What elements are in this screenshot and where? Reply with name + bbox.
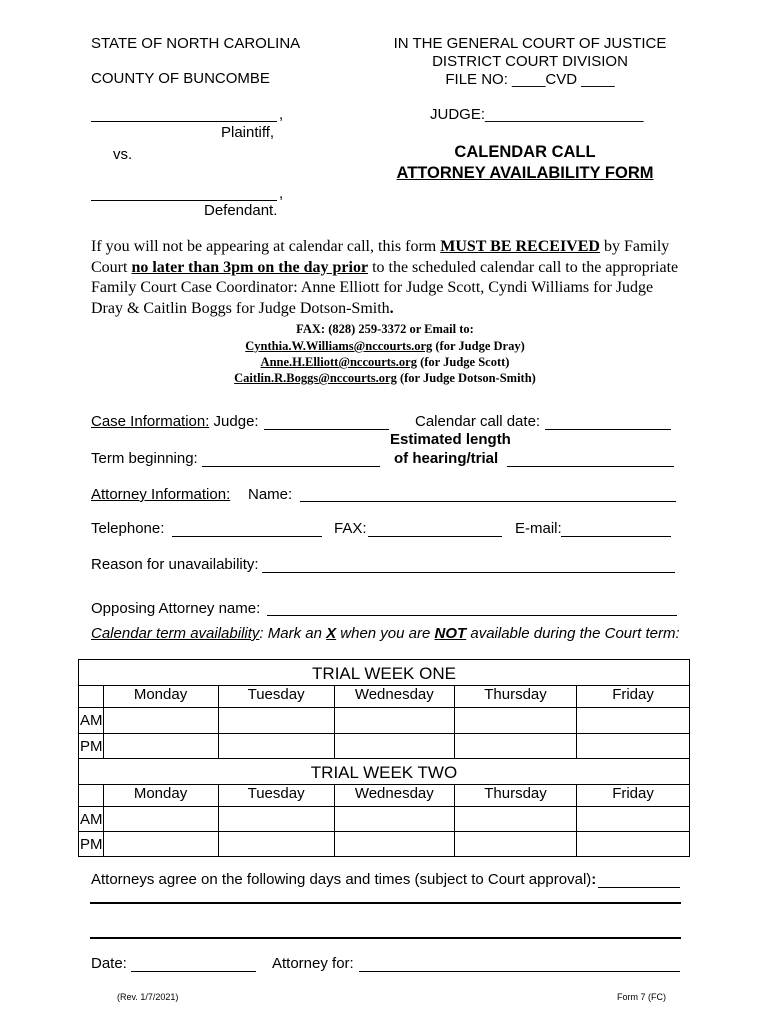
week-two-am-wednesday[interactable] bbox=[334, 807, 454, 832]
defendant-label: Defendant. bbox=[204, 202, 278, 219]
case-judge-label: Judge: bbox=[209, 413, 259, 430]
email-line-3 bbox=[185, 371, 585, 386]
email-link-scott[interactable]: Anne.H.Elliott@nccourts.org bbox=[260, 355, 417, 369]
fax-number-line[interactable] bbox=[368, 536, 502, 537]
instructions-paragraph bbox=[91, 237, 686, 319]
week-two-am-friday[interactable] bbox=[577, 807, 690, 832]
form-title-line2: ATTORNEY AVAILABILITY FORM bbox=[396, 164, 654, 182]
vs-label: vs. bbox=[113, 146, 133, 163]
week-one-am-monday[interactable] bbox=[103, 708, 218, 734]
week-one-pm-friday[interactable] bbox=[577, 734, 690, 759]
hearing-length-line[interactable] bbox=[507, 466, 674, 467]
week-two-pm-thursday[interactable] bbox=[454, 832, 576, 857]
week-two-day-thursday: Thursday bbox=[454, 785, 576, 807]
calendar-call-date-label: Calendar call date: bbox=[415, 413, 541, 430]
week-two-pm-tuesday[interactable] bbox=[218, 832, 334, 857]
availability-not: NOT bbox=[434, 625, 467, 642]
week-one-corner bbox=[79, 686, 104, 708]
must-be-received: MUST BE RECEIVED bbox=[440, 238, 600, 255]
availability-instructions bbox=[91, 625, 680, 642]
defendant-comma: , bbox=[279, 185, 284, 202]
county-label: COUNTY OF BUNCOMBE bbox=[91, 70, 270, 87]
court-line-2: DISTRICT COURT DIVISION bbox=[432, 53, 628, 70]
week-one-day-friday: Friday bbox=[577, 686, 690, 708]
term-beginning-label: Term beginning: bbox=[91, 450, 198, 467]
week-two-pm-monday[interactable] bbox=[103, 832, 218, 857]
week-one-am-wednesday[interactable] bbox=[334, 708, 454, 734]
date-line[interactable] bbox=[131, 971, 256, 972]
case-info-label: Case Information: bbox=[91, 413, 210, 430]
case-judge-line[interactable] bbox=[264, 429, 389, 430]
plaintiff-label: Plaintiff, bbox=[221, 124, 275, 141]
week-two-day-tuesday: Tuesday bbox=[218, 785, 334, 807]
court-line-1: IN THE GENERAL COURT OF JUSTICE bbox=[393, 35, 667, 52]
email-note-dray: (for Judge Dray) bbox=[432, 339, 525, 353]
judge-field[interactable]: JUDGE:___________________ bbox=[430, 106, 644, 123]
opposing-attorney-label: Opposing Attorney name: bbox=[91, 600, 261, 617]
week-one-pm-label: PM bbox=[79, 734, 104, 759]
attorney-for-line[interactable] bbox=[359, 971, 680, 972]
week-two-title: TRIAL WEEK TWO bbox=[79, 759, 690, 785]
week-one-day-monday: Monday bbox=[103, 686, 218, 708]
agreement-label bbox=[91, 871, 596, 888]
week-two-am-monday[interactable] bbox=[103, 807, 218, 832]
deadline-text: no later than 3pm on the day prior bbox=[131, 258, 369, 276]
instructions-text-1: If you will not be appearing at calendar call, this form bbox=[91, 238, 441, 255]
email-note-scott: (for Judge Scott) bbox=[416, 355, 510, 369]
fax-label: FAX: bbox=[334, 520, 367, 537]
reason-line[interactable] bbox=[262, 572, 675, 573]
availability-text-1: : Mark an bbox=[259, 625, 327, 642]
availability-text-2: when you are bbox=[336, 625, 435, 642]
revision-note: (Rev. 1/7/2021) bbox=[117, 992, 179, 1002]
email-note-dotson-smith: (for Judge Dotson-Smith) bbox=[396, 371, 536, 385]
email-label: E-mail: bbox=[515, 520, 562, 537]
attorney-name-line[interactable] bbox=[300, 501, 676, 502]
plaintiff-line[interactable] bbox=[91, 121, 277, 122]
week-one-am-friday[interactable] bbox=[577, 708, 690, 734]
week-one-pm-tuesday[interactable] bbox=[218, 734, 334, 759]
file-number: FILE NO: ____CVD ____ bbox=[445, 71, 615, 88]
week-two-pm-friday[interactable] bbox=[577, 832, 690, 857]
week-two-am-thursday[interactable] bbox=[454, 807, 576, 832]
agreement-line-2[interactable] bbox=[90, 937, 681, 939]
availability-text-3: available during the Court term: bbox=[466, 625, 680, 642]
email-line-1 bbox=[185, 339, 585, 354]
week-one-day-tuesday: Tuesday bbox=[218, 686, 334, 708]
instructions-text-3: to the scheduled calendar call to the appropriate Family Court Case Coordinator: Anne Elliott for Judge Scott, Cyndi Williams for Judge Dray & Caitlin Boggs for Judge Dotson-Smith bbox=[91, 258, 679, 317]
defendant-line[interactable] bbox=[91, 200, 277, 201]
availability-x: X bbox=[326, 625, 337, 642]
attorney-name-label: Name: bbox=[248, 486, 293, 503]
telephone-label: Telephone: bbox=[91, 520, 165, 537]
attorney-info-label: Attorney Information: bbox=[91, 486, 231, 503]
date-label: Date: bbox=[91, 955, 127, 972]
week-one-pm-thursday[interactable] bbox=[454, 734, 576, 759]
week-two-day-monday: Monday bbox=[103, 785, 218, 807]
week-two-corner bbox=[79, 785, 104, 807]
week-one-pm-monday[interactable] bbox=[103, 734, 218, 759]
instructions-period: . bbox=[389, 299, 394, 317]
week-one-title: TRIAL WEEK ONE bbox=[79, 660, 690, 686]
term-beginning-line[interactable] bbox=[202, 466, 380, 467]
email-line[interactable] bbox=[561, 536, 671, 537]
week-two-am-label: AM bbox=[79, 807, 104, 832]
estimated-length-label: Estimated length bbox=[390, 431, 511, 448]
attorney-for-label: Attorney for: bbox=[272, 955, 354, 972]
email-link-dray[interactable]: Cynthia.W.Williams@nccourts.org bbox=[245, 339, 433, 353]
week-two-pm-label: PM bbox=[79, 832, 104, 857]
availability-label: Calendar term availability bbox=[91, 625, 260, 642]
agreement-inline-line[interactable] bbox=[598, 887, 680, 888]
week-one-am-tuesday[interactable] bbox=[218, 708, 334, 734]
reason-label: Reason for unavailability: bbox=[91, 556, 259, 573]
email-link-dotson-smith[interactable]: Caitlin.R.Boggs@nccourts.org bbox=[234, 371, 397, 385]
hearing-length-label: of hearing/trial bbox=[394, 450, 499, 467]
week-two-day-friday: Friday bbox=[577, 785, 690, 807]
instructions-text-2: by Family Court bbox=[91, 238, 670, 276]
week-one-am-label: AM bbox=[79, 708, 104, 734]
form-number: Form 7 (FC) bbox=[617, 992, 666, 1002]
availability-table bbox=[78, 659, 690, 857]
form-title-line1: CALENDAR CALL bbox=[454, 143, 596, 161]
case-info-row bbox=[91, 413, 259, 430]
telephone-line[interactable] bbox=[172, 536, 322, 537]
fax-line: FAX: (828) 259-3372 or Email to: bbox=[296, 322, 474, 336]
week-one-pm-wednesday[interactable] bbox=[334, 734, 454, 759]
week-one-day-wednesday: Wednesday bbox=[334, 686, 454, 708]
opposing-attorney-line[interactable] bbox=[267, 615, 677, 616]
week-one-day-thursday: Thursday bbox=[454, 686, 576, 708]
week-two-day-wednesday: Wednesday bbox=[334, 785, 454, 807]
plaintiff-comma: , bbox=[279, 106, 284, 123]
state-label: STATE OF NORTH CAROLINA bbox=[91, 35, 301, 52]
week-two-pm-wednesday[interactable] bbox=[334, 832, 454, 857]
agreement-line-1[interactable] bbox=[90, 902, 681, 904]
agreement-text: Attorneys agree on the following days and times (subject to Court approval) bbox=[91, 871, 592, 888]
week-one-am-thursday[interactable] bbox=[454, 708, 576, 734]
agreement-colon: : bbox=[591, 871, 597, 888]
email-line-2 bbox=[185, 355, 585, 370]
week-two-am-tuesday[interactable] bbox=[218, 807, 334, 832]
calendar-call-date-line[interactable] bbox=[545, 429, 671, 430]
